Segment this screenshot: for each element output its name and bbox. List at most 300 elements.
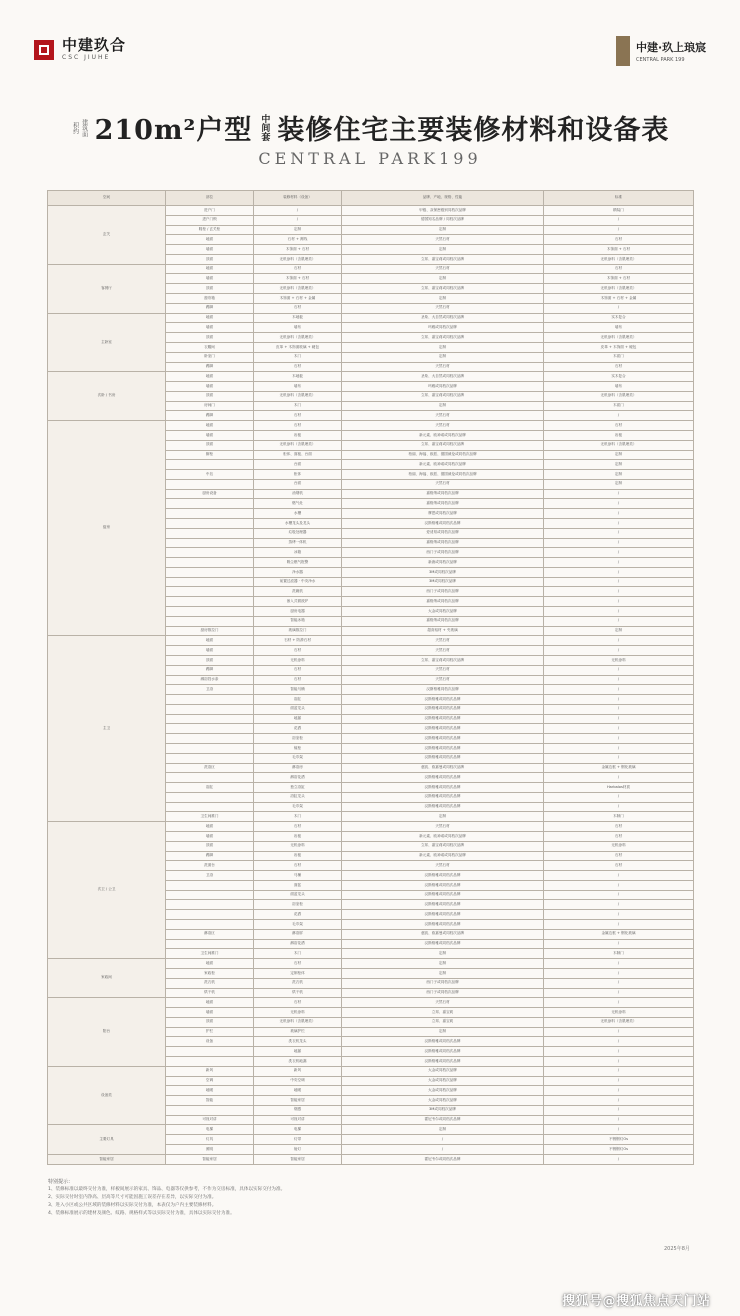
table-cell: 汉斯格雅或同档次品牌 xyxy=(342,900,544,910)
table-cell: 洗浴区 xyxy=(166,763,254,773)
table-cell xyxy=(166,939,254,949)
table-cell: / xyxy=(544,802,694,812)
table-cell: / xyxy=(544,753,694,763)
table-cell: 木饰面 + 石材 xyxy=(254,245,342,255)
table-cell: 进户门 xyxy=(166,206,254,216)
table-cell xyxy=(166,704,254,714)
table-cell: / xyxy=(544,920,694,930)
table-cell xyxy=(166,509,254,519)
table-cell: 汉斯格雅或同档次品牌 xyxy=(342,890,544,900)
table-cell: 金属边框 + 钢化玻璃 xyxy=(544,763,694,773)
table-cell: 汉斯格雅或同档次品牌 xyxy=(342,802,544,812)
table-cell: / xyxy=(544,1076,694,1086)
table-cell: 顶面 xyxy=(166,284,254,294)
table-cell xyxy=(166,479,254,489)
table-cell: 踢脚 xyxy=(166,851,254,861)
table-cell: 超高铝材 + 夹玻璃 xyxy=(342,626,544,636)
table-cell: 定制 xyxy=(342,1027,544,1037)
table-body xyxy=(48,206,694,1165)
table-cell xyxy=(166,587,254,597)
note-line: 2、实际交付时室内净高、层高等尺寸可能因施工误差存在差异，以实际交付为准。 xyxy=(48,1195,217,1200)
title-area-tag: 建筑面积约 xyxy=(71,118,88,137)
table-cell: 无机涂料 xyxy=(254,655,342,665)
table-cell: 地面 xyxy=(166,998,254,1008)
table-cell: 嘉格纳或同档次品牌 xyxy=(342,597,544,607)
table-cell: 天然石材 xyxy=(342,479,544,489)
table-row xyxy=(48,1154,694,1164)
table-cell: 木地板 xyxy=(254,372,342,382)
table-cell: 踢脚 xyxy=(166,665,254,675)
table-cell: / xyxy=(544,959,694,969)
table-cell: 木地板 xyxy=(254,313,342,323)
table-cell: 房间门 xyxy=(166,401,254,411)
table-row xyxy=(48,264,694,274)
table-header-row xyxy=(48,191,694,206)
notes-section xyxy=(48,1178,688,1218)
table-cell: 定制 xyxy=(254,225,342,235)
space-cell: 家政间 xyxy=(48,959,166,998)
table-cell: 无机涂料（含肌理类） xyxy=(544,284,694,294)
table-cell: Harbalos材质 xyxy=(544,783,694,793)
table-cell xyxy=(166,734,254,744)
table-cell: 定制 xyxy=(342,245,544,255)
table-cell: 石材 xyxy=(254,411,342,421)
table-cell: 墙布 xyxy=(544,323,694,333)
space-cell: 主卫 xyxy=(48,636,166,822)
page-title-block xyxy=(0,108,740,168)
table-cell: 天然石材 xyxy=(342,665,544,675)
table-cell: 不锈钢灯Os xyxy=(544,1145,694,1155)
table-cell: 家政柜 xyxy=(166,968,254,978)
table-cell: / xyxy=(544,871,694,881)
table-cell: 天然石材 xyxy=(342,998,544,1008)
table-cell: 智能马桶 xyxy=(254,685,342,695)
table-cell: 立邦、嘉宝莉或同档次品牌 xyxy=(342,440,544,450)
table-cell: 霍尼韦尔或同档次品牌 xyxy=(342,1115,544,1125)
table-cell: 天然石材 xyxy=(342,675,544,685)
table-cell: 墙面 xyxy=(166,382,254,392)
table-cell: 燃气灶 xyxy=(254,499,342,509)
table-cell: / xyxy=(544,577,694,587)
table-cell: 中岛 xyxy=(166,470,254,480)
table-cell: 地面 xyxy=(166,421,254,431)
table-cell xyxy=(166,1105,254,1115)
table-cell: 石材 xyxy=(254,421,342,431)
table-cell xyxy=(166,880,254,890)
table-cell: 照明 xyxy=(166,1145,254,1155)
table-cell: 地面 xyxy=(166,235,254,245)
table-cell: 踢脚 xyxy=(166,411,254,421)
table-cell: 摩恩或同档次品牌 xyxy=(342,509,544,519)
table-cell: 石材 + 防滑石材 xyxy=(254,636,342,646)
table-cell: 立邦、嘉宝莉或同档次品牌 xyxy=(342,655,544,665)
table-cell: 顶面 xyxy=(166,841,254,851)
table-cell: / xyxy=(544,1056,694,1066)
table-cell: 设备 xyxy=(166,1037,254,1047)
table-cell: 油烟机 xyxy=(254,489,342,499)
table-cell: 汉斯格雅或同档次品牌 xyxy=(342,519,544,529)
table-cell: / xyxy=(544,509,694,519)
table-cell: 卫生间推门 xyxy=(166,812,254,822)
table-cell: 嵌入式微波炉 xyxy=(254,597,342,607)
table-cell: 洗碗机 xyxy=(254,587,342,597)
table-cell xyxy=(166,743,254,753)
table-cell: / xyxy=(544,665,694,675)
watermark: 搜狐号@搜狐焦点天门站 xyxy=(562,1294,711,1309)
table-cell xyxy=(166,1056,254,1066)
table-cell: / xyxy=(544,499,694,509)
table-cell: 柜体、面板、台面 xyxy=(254,450,342,460)
table-cell: 定制 xyxy=(342,968,544,978)
table-cell: 定制 xyxy=(544,450,694,460)
table-cell: 定制 xyxy=(342,959,544,969)
table-cell: 定制 xyxy=(342,294,544,304)
table-row xyxy=(48,206,694,216)
table-cell: 嘉格纳或同档次品牌 xyxy=(342,489,544,499)
table-cell: / xyxy=(544,939,694,949)
table-cell: 吸尘燃气报警 xyxy=(254,558,342,568)
table-cell: 意凯、欧嘉曼或同档次品牌 xyxy=(342,929,544,939)
project-logo-name: 中建·玖上琅宸 xyxy=(636,41,707,54)
table-cell: 立邦、嘉宝莉或同档次品牌 xyxy=(342,284,544,294)
table-cell: 汉斯格雅或同档次品牌 xyxy=(342,880,544,890)
table-cell: 汉斯格雅或同档次品牌 xyxy=(342,1037,544,1047)
table-cell: / xyxy=(544,616,694,626)
table-cell: 西门子或同档次品牌 xyxy=(342,587,544,597)
table-cell xyxy=(166,499,254,509)
table-cell: / xyxy=(544,548,694,558)
materials-table xyxy=(47,190,694,1165)
table-cell: 水槽龙头及龙头 xyxy=(254,519,342,529)
table-cell: / xyxy=(544,567,694,577)
table-cell: 空调 xyxy=(166,1076,254,1086)
space-cell: 阳台 xyxy=(48,998,166,1066)
table-cell: 3M或同档次品牌 xyxy=(342,567,544,577)
table-cell: 石材 xyxy=(254,861,342,871)
table-cell: 天然石材 xyxy=(342,636,544,646)
table-cell: 卧室门 xyxy=(166,352,254,362)
table-cell: 马桶 xyxy=(254,871,342,881)
table-cell: 前置过滤器 · 中央净水 xyxy=(254,577,342,587)
table-cell: 净水器 xyxy=(254,567,342,577)
table-cell: 墙面 xyxy=(166,323,254,333)
table-cell: / xyxy=(544,792,694,802)
table-cell: 厨房电器 xyxy=(254,607,342,617)
table-cell: 顶面 xyxy=(166,391,254,401)
table-cell: 护栏 xyxy=(166,1027,254,1037)
table-cell: 玛雅或同档次品牌 xyxy=(342,382,544,392)
page-subtitle: CENTRAL PARK199 xyxy=(258,149,482,168)
table-cell: 石材 xyxy=(254,303,342,313)
table-cell: 木饰面 + 石材 + 金属 xyxy=(544,294,694,304)
table-cell: / xyxy=(544,988,694,998)
table-cell: 厨房推拉门 xyxy=(166,626,254,636)
table-cell: / xyxy=(544,587,694,597)
title-unit-size: 210m²户型 xyxy=(94,115,253,146)
table-cell: 墙布 xyxy=(254,382,342,392)
table-cell: 无机涂料（含肌理类） xyxy=(544,333,694,343)
table-cell: 台面 xyxy=(254,479,342,489)
table-cell: 地面 xyxy=(166,372,254,382)
table-cell: 岩板 xyxy=(254,851,342,861)
table-cell: 无机涂料（含肌理类） xyxy=(254,284,342,294)
table-cell: 木饰面 + 石材 xyxy=(544,245,694,255)
table-cell: 汉斯格雅或同档次品牌 xyxy=(342,783,544,793)
project-logo xyxy=(616,36,706,66)
table-cell: 洗衣机 xyxy=(254,978,342,988)
table-cell: 柏丽、海福、欧派、德国威伦或同档次品牌 xyxy=(342,450,544,460)
table-cell: / xyxy=(544,1086,694,1096)
table-cell: / xyxy=(544,1066,694,1076)
table-cell: 立邦、嘉宝莉或同档次品牌 xyxy=(342,391,544,401)
table-cell xyxy=(166,900,254,910)
table-cell: / xyxy=(544,636,694,646)
table-cell: 墙面 xyxy=(166,245,254,255)
table-row xyxy=(48,1125,694,1135)
table-cell: 西门子或同档次品牌 xyxy=(342,988,544,998)
table-cell: 面盆 xyxy=(254,880,342,890)
table-cell: 立邦、嘉宝莉或同档次品牌 xyxy=(342,841,544,851)
table-cell: 定制 xyxy=(342,812,544,822)
table-cell: 新元素、欧神诺或同档次品牌 xyxy=(342,430,544,440)
table-cell: 木门 xyxy=(254,949,342,959)
table-cell: 汉斯格雅或同档次品牌 xyxy=(342,753,544,763)
table-cell: / xyxy=(544,1105,694,1115)
table-cell: 木门 xyxy=(254,401,342,411)
table-cell: / xyxy=(544,704,694,714)
note-line: 1、装修标准以最终交付为准，样板间展示的家具、饰品、电器等仅供参考，不作为交房标准，具体以实际交付为准。 xyxy=(48,1187,286,1192)
table-cell xyxy=(166,802,254,812)
table-cell: 烟感 xyxy=(254,1105,342,1115)
table-cell xyxy=(166,773,254,783)
table-cell: 嘉格纳或同档次品牌 xyxy=(342,616,544,626)
table-cell: 石材 xyxy=(544,421,694,431)
table-cell: / xyxy=(544,890,694,900)
table-cell: / xyxy=(544,1096,694,1106)
developer-logo-icon xyxy=(34,40,54,60)
table-cell: 石材 xyxy=(544,264,694,274)
table-cell: 卫生间推门 xyxy=(166,949,254,959)
table-cell: 智能家居 xyxy=(254,1154,342,1164)
table-cell: 定制 xyxy=(544,470,694,480)
table-cell: 地面 xyxy=(166,636,254,646)
table-cell: 圣象、大自然或同档次品牌 xyxy=(342,313,544,323)
table-cell: 淋浴房 xyxy=(254,763,342,773)
table-cell: 淋浴区 xyxy=(166,929,254,939)
table-cell: 卫浴 xyxy=(166,871,254,881)
table-cell: 无机涂料（含肌理类） xyxy=(254,440,342,450)
table-cell: / xyxy=(544,978,694,988)
table-cell: 定制 xyxy=(342,225,544,235)
table-cell: / xyxy=(544,519,694,529)
table-cell: / xyxy=(544,1154,694,1164)
table-cell: / xyxy=(544,303,694,313)
table-cell xyxy=(166,1047,254,1057)
table-cell xyxy=(166,538,254,548)
table-cell: 地暖 xyxy=(166,1086,254,1096)
table-cell: 花洒 xyxy=(254,910,342,920)
table-cell: 木制门 xyxy=(544,949,694,959)
table-cell xyxy=(166,724,254,734)
table-cell: 毛巾架 xyxy=(254,802,342,812)
table-cell: 无机涂料 xyxy=(544,841,694,851)
table-cell: 木饰面 + 石材 xyxy=(254,274,342,284)
table-cell: 石材 xyxy=(254,362,342,372)
top-header xyxy=(0,0,740,100)
table-cell: 天然石材 xyxy=(342,646,544,656)
space-cell: 主卧室 xyxy=(48,313,166,372)
table-cell: 无机涂料 xyxy=(254,841,342,851)
table-cell: 台面 xyxy=(254,460,342,470)
table-cell: 定制 xyxy=(544,479,694,489)
table-cell: 墙面 xyxy=(166,1008,254,1018)
table-cell: / xyxy=(544,528,694,538)
table-cell: 新元素、欧神诺或同档次品牌 xyxy=(342,832,544,842)
table-row xyxy=(48,372,694,382)
table-cell: / xyxy=(544,1037,694,1047)
table-cell: 天然石材 xyxy=(342,421,544,431)
project-logo-english: CENTRAL PARK 199 xyxy=(636,57,685,63)
table-cell: 汉斯格雅或同档次品牌 xyxy=(342,773,544,783)
space-cell: 次卧 / 书房 xyxy=(48,372,166,421)
table-cell: 厨房设备 xyxy=(166,489,254,499)
table-cell: 智能 xyxy=(166,1096,254,1106)
space-cell: 玄关 xyxy=(48,206,166,265)
column-header: 装修材料（设备） xyxy=(254,191,342,206)
table-cell: 毛巾架 xyxy=(254,920,342,930)
table-cell: 石材 xyxy=(544,832,694,842)
table-cell xyxy=(166,597,254,607)
table-cell: 皮革 + 木饰面 + 硬包 xyxy=(544,342,694,352)
table-cell: 大金或同档次品牌 xyxy=(342,607,544,617)
table-cell: 天然石材 xyxy=(342,303,544,313)
table-cell: 淋浴花洒 xyxy=(254,939,342,949)
table-row xyxy=(48,822,694,832)
table-cell: 踢脚 xyxy=(166,303,254,313)
table-cell: 电梯 xyxy=(254,1125,342,1135)
table-cell: 冰箱 xyxy=(254,548,342,558)
table-cell: 实木复合 xyxy=(544,313,694,323)
table-cell: 新元素、欧神诺或同档次品牌 xyxy=(342,851,544,861)
table-cell xyxy=(166,920,254,930)
table-cell: / xyxy=(544,646,694,656)
table-cell: / xyxy=(544,1115,694,1125)
table-cell: 汉斯格雅或同档次品牌 xyxy=(342,724,544,734)
table-cell: 石材 xyxy=(254,998,342,1008)
table-cell: 地漏 xyxy=(254,714,342,724)
table-cell: / xyxy=(544,685,694,695)
table-cell: 石材 xyxy=(544,362,694,372)
table-cell: 汉斯格雅或同档次品牌 xyxy=(342,743,544,753)
table-cell: 定制 xyxy=(342,274,544,284)
table-cell: 浴室柜 xyxy=(254,734,342,744)
table-cell: 浴室柜 xyxy=(254,900,342,910)
table-cell: 定制 xyxy=(544,460,694,470)
table-cell: 定制 xyxy=(342,401,544,411)
table-cell: 玻璃推拉门 xyxy=(254,626,342,636)
table-cell: / xyxy=(544,998,694,1008)
table-cell: 顶面 xyxy=(166,333,254,343)
table-cell: 立邦、嘉宝莉或同档次品牌 xyxy=(342,254,544,264)
table-cell: 淋浴挡水条 xyxy=(166,675,254,685)
table-cell: 进户门锁 xyxy=(166,215,254,225)
table-cell: 无机涂料（含肌理类） xyxy=(254,1017,342,1027)
table-cell: 智能冰箱 xyxy=(254,616,342,626)
table-cell: 无机涂料 xyxy=(544,655,694,665)
table-cell: 可视对讲 xyxy=(166,1115,254,1125)
table-cell: 毛巾架 xyxy=(254,753,342,763)
developer-logo-name: 中建玖合 xyxy=(62,36,127,54)
table-cell: / xyxy=(544,558,694,568)
table-cell: 木质门 xyxy=(544,401,694,411)
table-cell: 玛雅或同档次品牌 xyxy=(342,323,544,333)
table-cell: 木制门 xyxy=(544,812,694,822)
table-cell: 洗衣机 xyxy=(166,978,254,988)
table-cell: 柜体 xyxy=(254,470,342,480)
table-cell: / xyxy=(544,538,694,548)
table-cell: 鞋柜 / 玄关柜 xyxy=(166,225,254,235)
table-cell: 烘干机 xyxy=(166,988,254,998)
table-cell: 立邦、嘉宝莉或同档次品牌 xyxy=(342,333,544,343)
title-unit-type: 中间套 xyxy=(259,114,270,141)
table-cell: 岩板 xyxy=(254,430,342,440)
table-cell: 大金或同档次品牌 xyxy=(342,1096,544,1106)
table-cell: 地面 xyxy=(166,313,254,323)
column-header: 部位 xyxy=(166,191,254,206)
table-cell: 实木复合 xyxy=(544,372,694,382)
table-cell: / xyxy=(254,215,342,225)
table-cell: 灯带 xyxy=(254,1135,342,1145)
table-cell: 可视对讲 xyxy=(254,1115,342,1125)
table-cell: 无机涂料（含肌理类） xyxy=(544,1017,694,1027)
table-cell: / xyxy=(544,215,694,225)
table-cell: 木门 xyxy=(254,812,342,822)
table-cell: 立邦、嘉宝莉 xyxy=(342,1008,544,1018)
table-cell: 橱柜 xyxy=(166,450,254,460)
table-cell: 蒸烤一体机 xyxy=(254,538,342,548)
table-cell: 独立浴缸 xyxy=(254,783,342,793)
table-cell: 无机涂料 xyxy=(254,1008,342,1018)
table-cell: 新唐或同档次品牌 xyxy=(342,558,544,568)
table-cell: / xyxy=(544,675,694,685)
table-cell: 金属边框 + 钢化玻璃 xyxy=(544,929,694,939)
space-cell: 智能家居 xyxy=(48,1154,166,1164)
table-cell: 石材 + 踢线 xyxy=(254,235,342,245)
table-cell: / xyxy=(544,714,694,724)
table-cell: 电梯 xyxy=(166,1125,254,1135)
table-cell xyxy=(166,910,254,920)
developer-logo-english: CSC JIUHE xyxy=(62,54,111,61)
table-cell: 顶面 xyxy=(166,655,254,665)
table-cell: 汉斯格雅或同档次品牌 xyxy=(342,792,544,802)
table-cell: 不锈钢灯Os xyxy=(544,1135,694,1145)
table-cell xyxy=(166,460,254,470)
table-cell: 皮革 + 木饰面玻璃 + 硬包 xyxy=(254,342,342,352)
table-cell: / xyxy=(544,743,694,753)
developer-logo xyxy=(34,38,126,61)
table-cell: 汉斯格雅或同档次品牌 xyxy=(342,871,544,881)
table-cell xyxy=(166,792,254,802)
page-title xyxy=(71,108,670,147)
table-cell: / xyxy=(544,411,694,421)
table-row xyxy=(48,959,694,969)
table-row xyxy=(48,421,694,431)
table-cell: 汉斯格雅或同档次品牌 xyxy=(342,1056,544,1066)
table-cell: / xyxy=(544,695,694,705)
table-cell: 汉斯格雅或同档次品牌 xyxy=(342,734,544,744)
table-cell: 无机涂料（含肌理类） xyxy=(254,254,342,264)
table-cell: 卫浴 xyxy=(166,685,254,695)
